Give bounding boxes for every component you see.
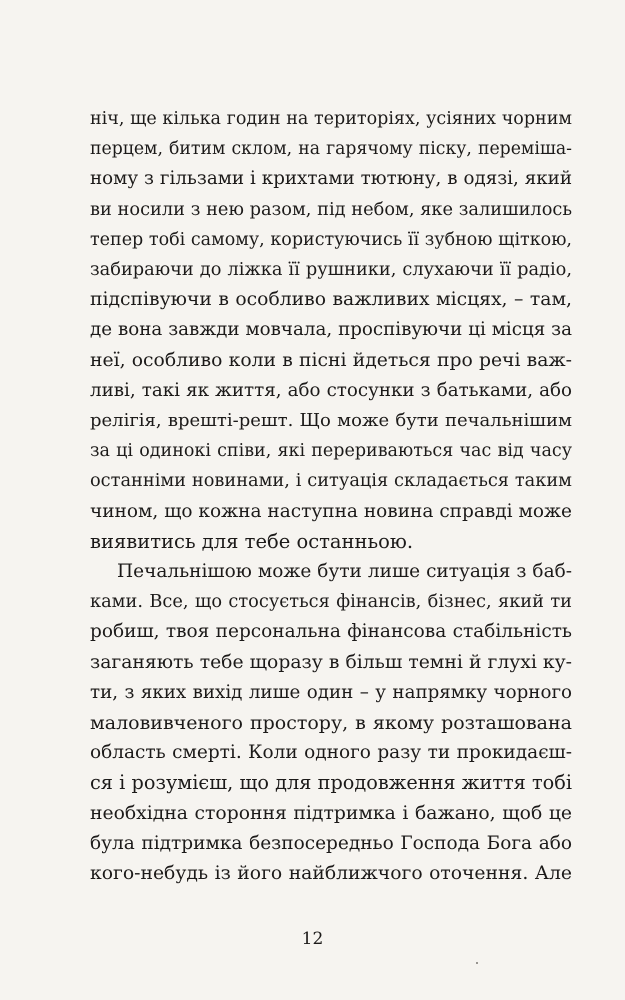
text-line: релігія, врешті-решт. Що може бути печальнішим bbox=[90, 410, 572, 431]
text-line: кого-небудь із його найближчого оточення. Але bbox=[90, 863, 572, 884]
text-line: чином, що кожна наступна новина справді може bbox=[90, 500, 572, 522]
text-line: ками. Все, що стосується фінансів, бізнес, який ти bbox=[90, 592, 572, 613]
text-line: ти, з яких вихід лише один – у напрямку чорного bbox=[90, 681, 572, 703]
text-line: перцем, битим склом, на гарячому піску, переміша- bbox=[90, 139, 572, 160]
text-line: підспівуючи в особливо важливих місцях, – там, bbox=[90, 289, 572, 311]
text-line: область смерті. Коли одного разу ти прокидаєш- bbox=[90, 742, 572, 764]
text-line: ливі, такі як життя, або стосунки з батьками, або bbox=[90, 379, 572, 401]
text-line: забираючи до ліжка її рушники, слухаючи її радіо, bbox=[90, 260, 572, 280]
text-line: тепер тобі самому, користуючись її зубною щіткою, bbox=[90, 229, 572, 250]
text-line: заганяють тебе щоразу в більш темні й глухі ку- bbox=[90, 651, 572, 673]
text-line: ніч, ще кілька годин на територіях, усіяних чорним bbox=[90, 109, 572, 129]
paper-speck bbox=[476, 962, 478, 964]
text-line: останніми новинами, і ситуація складається таким bbox=[90, 471, 572, 492]
text-line: за ці одинокі співи, які перериваються час від часу bbox=[90, 441, 572, 462]
text-line: необхідна стороння підтримка і бажано, щоб це bbox=[90, 802, 572, 824]
text-line: виявитись для тебе останньою. bbox=[90, 529, 414, 553]
text-line: ся і розумієш, що для продовження життя тобі bbox=[90, 771, 572, 795]
text-line: була підтримка безпосередньо Господа Бога або bbox=[90, 832, 572, 854]
text-line: неї, особливо коли в пісні йдеться про речі важ- bbox=[90, 349, 572, 371]
text-line: Печальнішою може бути лише ситуація з баб- bbox=[117, 561, 572, 582]
text-line: де вона завжди мовчала, проспівуючи ці місця за bbox=[90, 319, 572, 341]
text-line: ви носили з нею разом, під небом, яке залишилось bbox=[90, 199, 572, 220]
page-number: 12 bbox=[301, 929, 324, 949]
text-line: маловивченого простору, в якому розташована bbox=[90, 712, 572, 734]
text-line: робиш, твоя персональна фінансова стабільність bbox=[90, 621, 572, 643]
text-line: ному з гільзами і крихтами тютюну, в одязі, який bbox=[90, 168, 572, 190]
